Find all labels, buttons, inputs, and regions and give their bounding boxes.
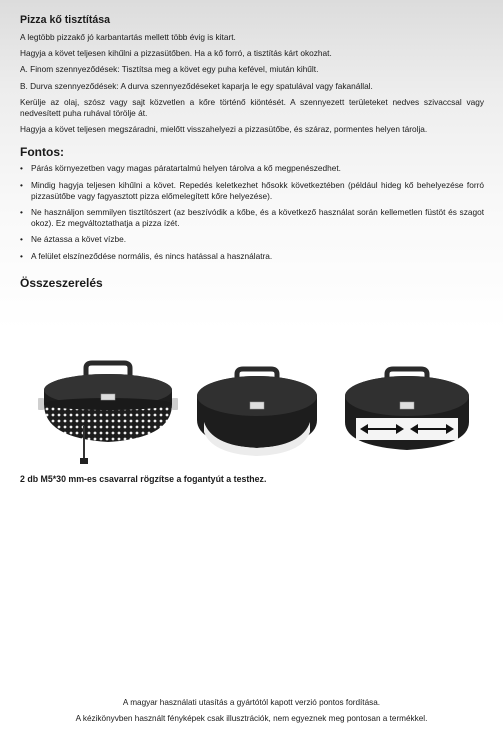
footer-translation-note: A magyar használati utasítás a gyártótól kapott verzió pontos fordítása. [122,698,381,707]
paragraph-coarse-dirt: B. Durva szennyeződések: A durva szennyeződéseket kaparja le egy spatulával vagy fakanállal. [20,80,373,91]
bullet-symbol: • [20,234,23,245]
list-item-text: Párás környezetben vagy magas páratartalmú helyen tárolva a kő megpenészedhet. [31,163,341,174]
oven-with-screw-illustration [38,358,178,470]
list-item [20,163,484,174]
paragraph-cool-down: Hagyja a követ teljesen kihűlni a pizzasütőben. Ha a kő forró, a tisztítás kárt okozhat. [20,48,332,59]
bullet-symbol: • [20,207,23,218]
list-item-text: A felület elszíneződése normális, és nincs hatással a használatra. [31,250,273,261]
rotating-oven-illustration [340,362,474,462]
bullet-symbol: • [20,250,23,261]
list-item [20,207,484,229]
assembly-caption: 2 db M5*30 mm-es csavarral rögzítse a fogantyút a testhez. [20,474,267,484]
assembly-figures [0,358,503,468]
footer-illustration-note: A kézikönyvben használt fényképek csak illusztrációk, nem egyeznek meg pontosan a termékkel. [75,714,428,723]
list-item-text: Ne áztassa a követ vízbe. [31,234,127,245]
paragraph-lifespan: A legtöbb pizzakő jó karbantartás mellett több évig is kitart. [20,32,236,42]
closed-oven-illustration [192,362,322,462]
section-title: Pizza kő tisztítása [20,14,111,26]
list-item-text: Ne használjon semmilyen tisztítószert (az beszívódik a kőbe, és a következő használat során kellemetlen füstöt és szagot okoz). Ez megváltoztathatja a pizza ízét. [31,207,484,229]
list-item [20,251,484,262]
assembly-heading: Összeszerelés [20,275,103,290]
bullet-symbol: • [20,163,23,174]
list-item-text: Mindig hagyja teljesen kihűlni a követ. Repedés keletkezhet hősokk következtében (például hideg kő behelyezése forró pizzasütőbe vagy fagyasztott pizza előmelegített kőre helyezése). [31,179,484,201]
important-list [20,163,484,261]
list-item [20,180,484,202]
list-item [20,234,484,245]
paragraph-fine-dirt: A. Finom szennyeződések: Tisztítsa meg a követ egy puha kefével, miután kihűlt. [20,64,319,75]
paragraph-avoid-spills: Kerülje az olaj, szósz vagy sajt közvetlen a kőre történő kiöntését. A szennyezett területeket nedves szivaccsal vagy nedvesített puha ruhával törölje át. [20,96,484,119]
important-heading: Fontos: [20,145,64,160]
instruction-page [20,14,484,290]
bullet-symbol: • [20,179,23,190]
paragraph-drying: Hagyja a követ teljesen megszáradni, mielőtt visszahelyezi a pizzasütőbe, és száraz, pormentes helyen tárolja. [20,124,428,135]
